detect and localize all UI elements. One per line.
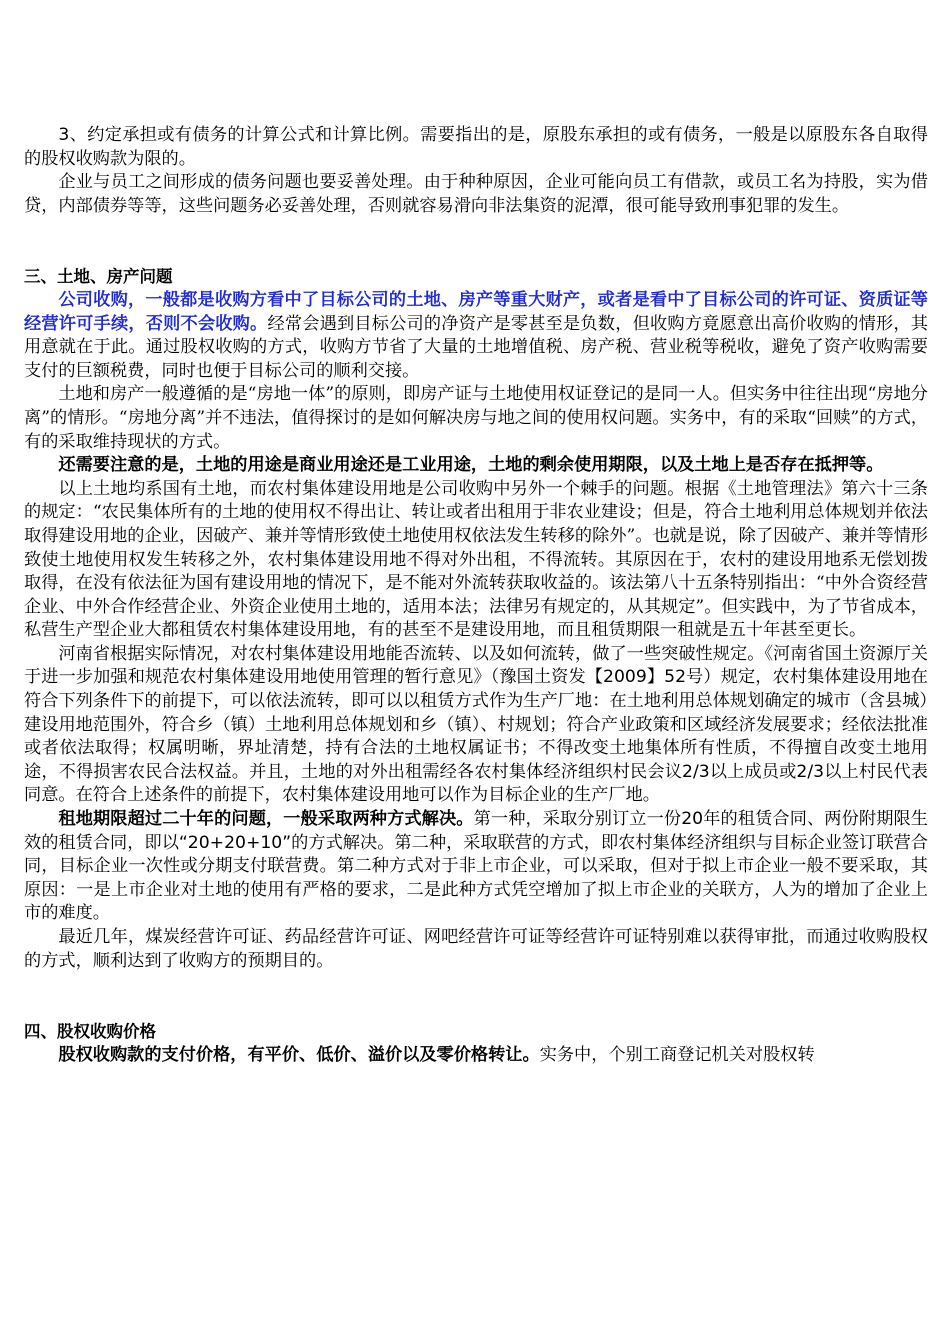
text: 年的租赁合同、两份附期限生效的租赁合同，即以 xyxy=(24,809,928,853)
fraction: 2/3 xyxy=(796,761,825,782)
section-heading-land: 三、土地、房产问题 xyxy=(24,267,173,287)
text: 的方式解决。第二种，采取联营的方式，即农村集体经济组织与目标企业签订联营合同，目标企业一次性或分期支付联营费。第二种方式对于非上市企业，可以采取，但对于拟上市企业一般不要采取，其原因：一是上市企业对土地的使用有严格的要求，二是此种方式凭空增加了拟上市企业的关联方，人为的增加了企业上市的难度。 xyxy=(24,832,928,924)
paragraph-employee-debt: 企业与员工之间形成的债务问题也要妥善处理。由于种种原因，企业可能向员工有借款，或员工名为持股，实为借贷，内部债券等等，这些问题务必妥善处理，否则就容易滑向非法集资的泥潭，很可能导致刑事犯罪的发生。 xyxy=(24,172,928,216)
section-gap xyxy=(24,218,928,265)
paragraph-acquisition-purpose xyxy=(24,289,928,383)
number: 20 xyxy=(681,809,704,830)
text: 以上成员或 xyxy=(709,761,797,782)
text: 经常会遇到目标公司的净资产是零甚至是负数，但收购方竟愿意出高价收购的情形，其用意就在于此。通过股权收购的方式，收购方节省了大量的土地增值税、房产税、营业税等税收，避免了资产收购需要支付的巨额税费，同时也便于目标公司的顺利交接。 xyxy=(24,313,928,381)
paragraph-licenses: 最近几年，煤炭经营许可证、药品经营许可证、网吧经营许可证等经营许可证特别难以获得审批，而通过收购股权的方式，顺利达到了收购方的预期目的。 xyxy=(24,927,928,971)
formula: “20+20+10” xyxy=(178,832,292,853)
section-gap xyxy=(24,973,928,1020)
text: 以上村民代表同意。在符合上述条件的前提下，农村集体建设用地可以作为目标企业的生产厂地。 xyxy=(24,761,928,806)
paragraph-henan-rules xyxy=(24,643,928,808)
paragraph-debt-formula xyxy=(24,124,928,171)
text: 河南省根据实际情况，对农村集体建设用地能否流转、以及如何流转，做了一些突破性规定。《河南省国土资源厅关于进一步加强和规范农村集体建设用地使用管理的暂行意见》（豫国土资发 xyxy=(24,643,928,688)
document-page xyxy=(24,124,928,1067)
paragraph-land-usage-note: 还需要注意的是，土地的用途是商业用途还是工业用途，土地的剩余使用期限，以及土地上是否存在抵押等。 xyxy=(58,455,884,476)
text: 号）规定，农村集体建设用地在符合下列条件下的前提下，可以依法流转，即可以以租赁方式作为生产厂地：在土地利用总体规划确定的城市（含县城）建设用地范围外，符合乡（镇）土地利用总体规划和乡（镇）、村规划；符合产业政策和区域经济发展要求；经依法批准或者依法取得；权属明晰，界址清楚，持有合法的土地权属证书；不得改变土地集体所有性质，不得擅自改变土地用途，不得损害农民合法权益。并且，土地的对外出租需经各农村集体经济组织村民会议 xyxy=(24,667,928,782)
item-number: 3 xyxy=(58,125,70,145)
fraction: 2/3 xyxy=(682,761,710,782)
bold-text: 股权收购款的支付价格，有平价、低价、溢价以及零价格转让。 xyxy=(58,1044,540,1065)
paragraph-land-house: 土地和房产一般遵循的是“房地一体”的原则，即房产证与土地使用权证登记的是同一人。但实务中往往出现“房地分离”的情形。“房地分离”并不违法，值得探讨的是如何解决房与地之间的使用权问题。实务中，有的采取“回赎”的方式，有的采取维持现状的方式。 xyxy=(24,384,928,452)
paragraph-collective-land: 以上土地均系国有土地，而农村集体建设用地是公司收购中另外一个棘手的问题。根据《土地管理法》第六十三条的规定：“农民集体所有的土地的使用权不得出让、转让或者出租用于非农业建设；但是，符合土地利用总体规划并依法取得建设用地的企业，因破产、兼并等情形致使土地使用权依法发生转移的除外”。也就是说，除了因破产、兼并等情形致使土地使用权发生转移之外，农村集体建设用地不得对外出租，不得流转。其原因在于，农村的建设用地系无偿划拨取得，在没有依法征为国有建设用地的情况下，是不能对外流转获取收益的。该法第八十五条特别指出：“中外合资经营企业、中外合作经营企业、外资企业使用土地的，适用本法；法律另有规定的，从其规定”。但实践中，为了节省成本，私营生产型企业大都租赁农村集体建设用地，有的甚至不是建设用地，而且租赁期限一租就是五十年甚至更长。 xyxy=(24,478,928,641)
highlighted-text: 公司收购，一般都是收购方看中了目标公司的土地、房产等重大财产，或者是看中了目标公司的许可证、资质证等经营许可手续，否则不会收购。 xyxy=(24,289,928,334)
bold-text: 租地期限超过二十年的问题，一般采取两种方式解决。 xyxy=(58,809,474,830)
paragraph-lease-term xyxy=(24,808,928,926)
doc-number: 【2009】52 xyxy=(585,667,687,688)
text: 第一种，采取分别订立一份 xyxy=(473,809,682,830)
paragraph-price xyxy=(24,1044,928,1068)
text: 实务中，个别工商登记机关对股权转 xyxy=(539,1044,815,1065)
text: 、约定承担或有债务的计算公式和计算比例。需要指出的是，原股东承担的或有债务，一般是以原股东各自取得的股权收购款为限的。 xyxy=(24,125,928,169)
section-heading-price: 四、股权收购价格 xyxy=(24,1022,156,1042)
